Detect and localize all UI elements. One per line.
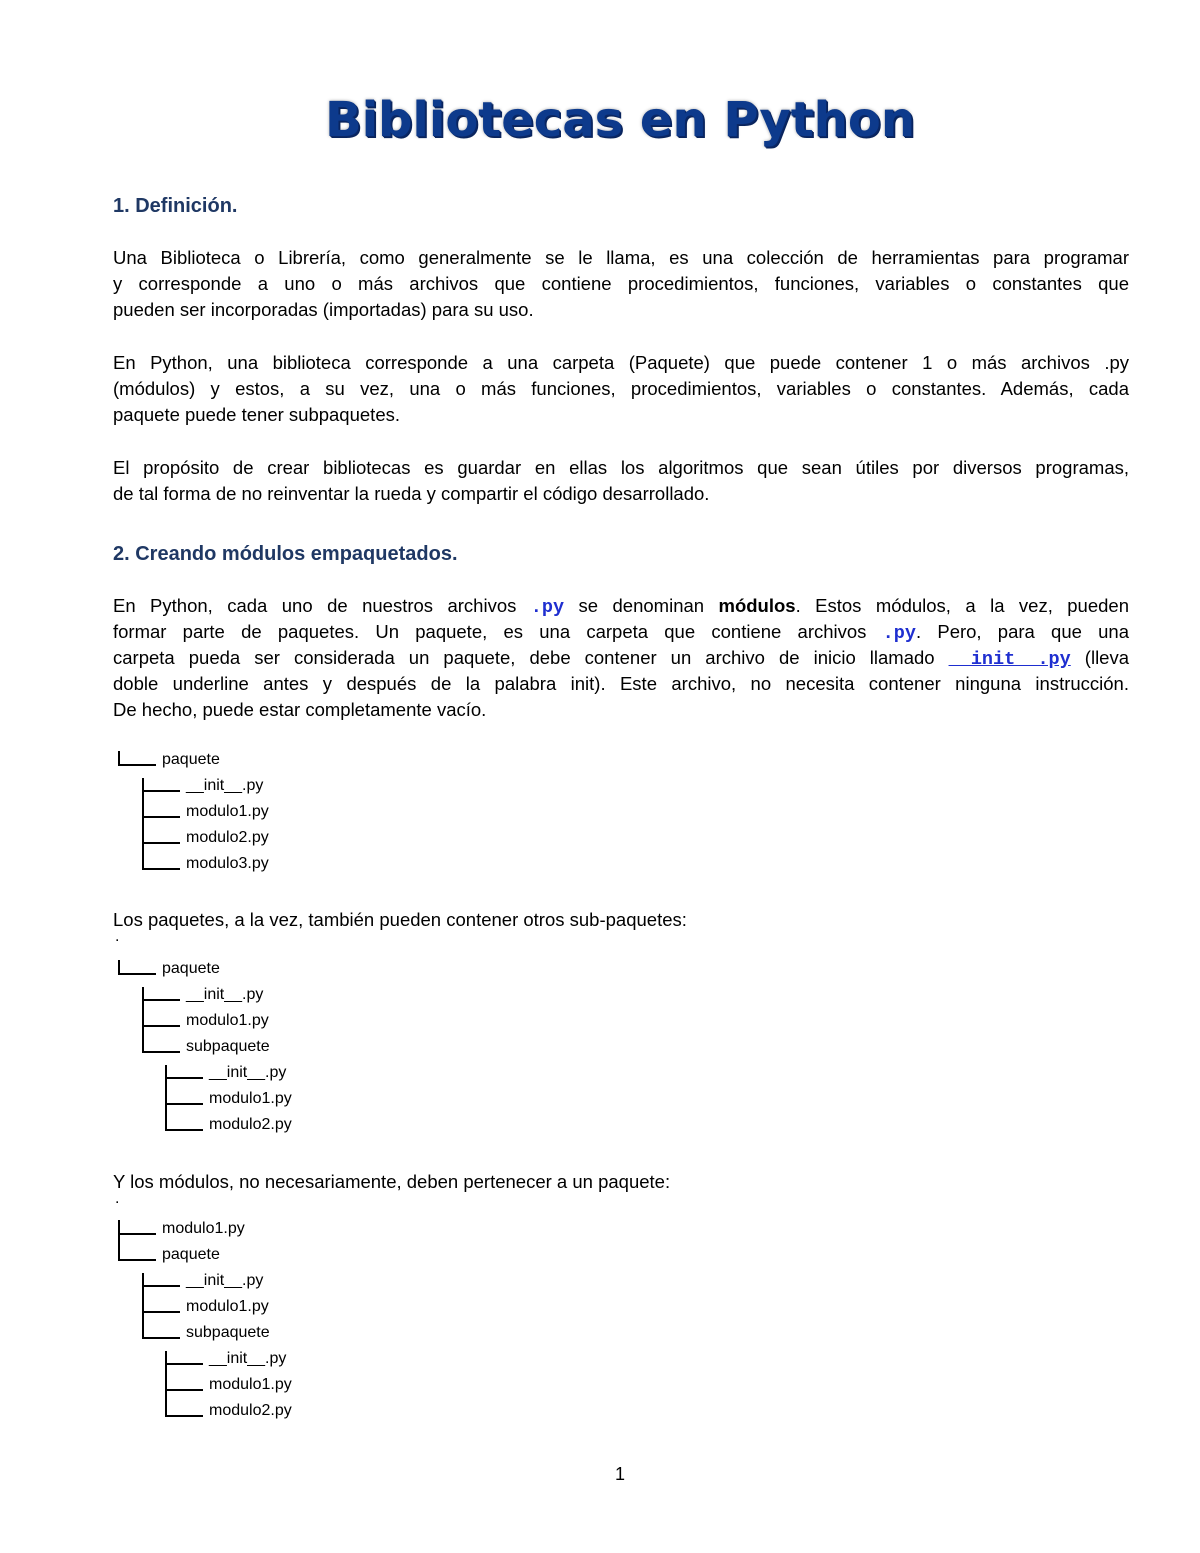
tree-connector [118, 1233, 156, 1235]
tree-connector [118, 1220, 120, 1260]
tree-connector [142, 868, 180, 870]
document-page: Bibliotecas en Python 1. Definición. Una Biblioteca o Librería, como generalmente se le llama, es una colección de herramientas para programar y corresponde a uno o más archivos que contiene procedimientos, funciones, variables o constantes que pueden ser incorporadas (importadas) para su uso. En Python, una biblioteca corresponde a una carpeta (Paquete) que puede contener 1 o más archivos .py (módulos) y estos, a su vez, una o más funciones, procedimientos, variables o constantes. Además, cada paquete puede tener subpaquetes. El propósito de crear bibliotecas es guardar en ellas los algoritmos que sean útiles por diversos programas, de tal forma de no reinventar la rueda y compartir el código desarrollado. 2. Creando módulos empaquetados. En Python, cada uno de nuestros archivos .py se denominan módulos. Estos módulos, a la vez, pueden formar parte de paquetes. Un paquete, es una carpeta que contiene archivos .py. Pero, para que una carpeta pueda ser considerada un paquete, debe contener un archivo de inicio llamado __init__.py (lleva doble underline antes y después de la palabra init). Este archivo, no necesita contener ninguna instrucción. De hecho, puede estar completamente vacío. paquete __init__.py modulo1.py modulo2.py modulo3.py Los paquetes, a la vez, también pueden contener otros sub-paquetes: . paquete __init__.py modulo1.py subpaquete __init__.py modulo1.py modulo2.py Y los módulos, no necesariamente, deben pertenecer a un paquete: . modulo1.py paquete __init__.py modulo1.py subpaquete __init__.py modulo1.py modulo2.py 1 [0, 0, 1200, 1553]
tree-connector [142, 842, 180, 844]
tree-connector [165, 1389, 203, 1391]
code-py: .py [530, 597, 565, 618]
text-line: En Python, cada uno de nuestros archivos .py se denominan módulos. Estos módulos, a la vez, pueden [113, 595, 1130, 618]
tree-connector [142, 790, 180, 792]
tree-connector [118, 751, 120, 765]
section-1-heading: 1. Definición. [113, 195, 238, 217]
tree-connector [165, 1415, 203, 1417]
section-2-heading: 2. Creando módulos empaquetados. [113, 543, 458, 565]
document-title: Bibliotecas en Python [325, 92, 915, 148]
tree-connector [142, 1311, 180, 1313]
text-line: (módulos) y estos, a su vez, una o más funciones, procedimientos, variables o constantes. Además, cada [113, 378, 1129, 399]
paragraph-definition [113, 245, 1129, 323]
paragraph-subpackages [113, 907, 1129, 933]
tree-connector [142, 816, 180, 818]
text-line: Y los módulos, no necesariamente, deben pertenecer a un paquete: [113, 1171, 671, 1192]
tree-connector [142, 987, 144, 1052]
paragraph-modules [113, 593, 1129, 723]
tree-connector [165, 1077, 203, 1079]
page-number: 1 [614, 1464, 625, 1484]
text-line: pueden ser incorporadas (importadas) para su uso. [113, 299, 534, 320]
text-line: El propósito de crear bibliotecas es guardar en ellas los algoritmos que sean útiles por diversos programas, [113, 457, 1129, 478]
tree-connector [142, 1285, 180, 1287]
text-line: En Python, una biblioteca corresponde a una carpeta (Paquete) que puede contener 1 o más archivos .py [113, 352, 1129, 373]
code-init-py: __init__.py [948, 649, 1071, 670]
tree-connector [118, 960, 120, 974]
tree-connector [165, 1129, 203, 1131]
tree-connector [142, 1337, 180, 1339]
paragraph-standalone-modules [113, 1169, 1129, 1195]
text-line: paquete puede tener subpaquetes. [113, 404, 400, 425]
tree-connector [142, 1025, 180, 1027]
tree-connector [142, 1273, 144, 1338]
paragraph-python-library [113, 350, 1129, 428]
text-line: Una Biblioteca o Librería, como generalmente se le llama, es una colección de herramientas para programar [113, 247, 1129, 268]
bold-modulos: módulos [718, 595, 796, 616]
text-line: y corresponde a uno o más archivos que contiene procedimientos, funciones, variables o constantes que [113, 273, 1129, 294]
text-line: De hecho, puede estar completamente vacío. [113, 699, 487, 720]
text-line: Los paquetes, a la vez, también pueden contener otros sub-paquetes: [113, 909, 687, 930]
code-py: .py [882, 623, 916, 644]
tree-connector [118, 764, 156, 766]
text-line: doble underline antes y después de la palabra init). Este archivo, no necesita contener ninguna instrucción. [113, 673, 1129, 694]
tree-connector [165, 1065, 167, 1130]
tree-connector [142, 999, 180, 1001]
tree-connector [118, 973, 156, 975]
tree-connector [142, 1051, 180, 1053]
text-line: formar parte de paquetes. Un paquete, es una carpeta que contiene archivos .py. Pero, para que una [113, 621, 1130, 644]
text-line: carpeta pueda ser considerada un paquete, debe contener un archivo de inicio llamado __init__.py (lleva [113, 647, 1130, 670]
text-line: de tal forma de no reinventar la rueda y compartir el código desarrollado. [113, 483, 710, 504]
tree-connector [165, 1363, 203, 1365]
tree-connector [118, 1259, 156, 1261]
paragraph-purpose [113, 455, 1129, 507]
tree-connector [165, 1351, 167, 1416]
tree-connector [165, 1103, 203, 1105]
